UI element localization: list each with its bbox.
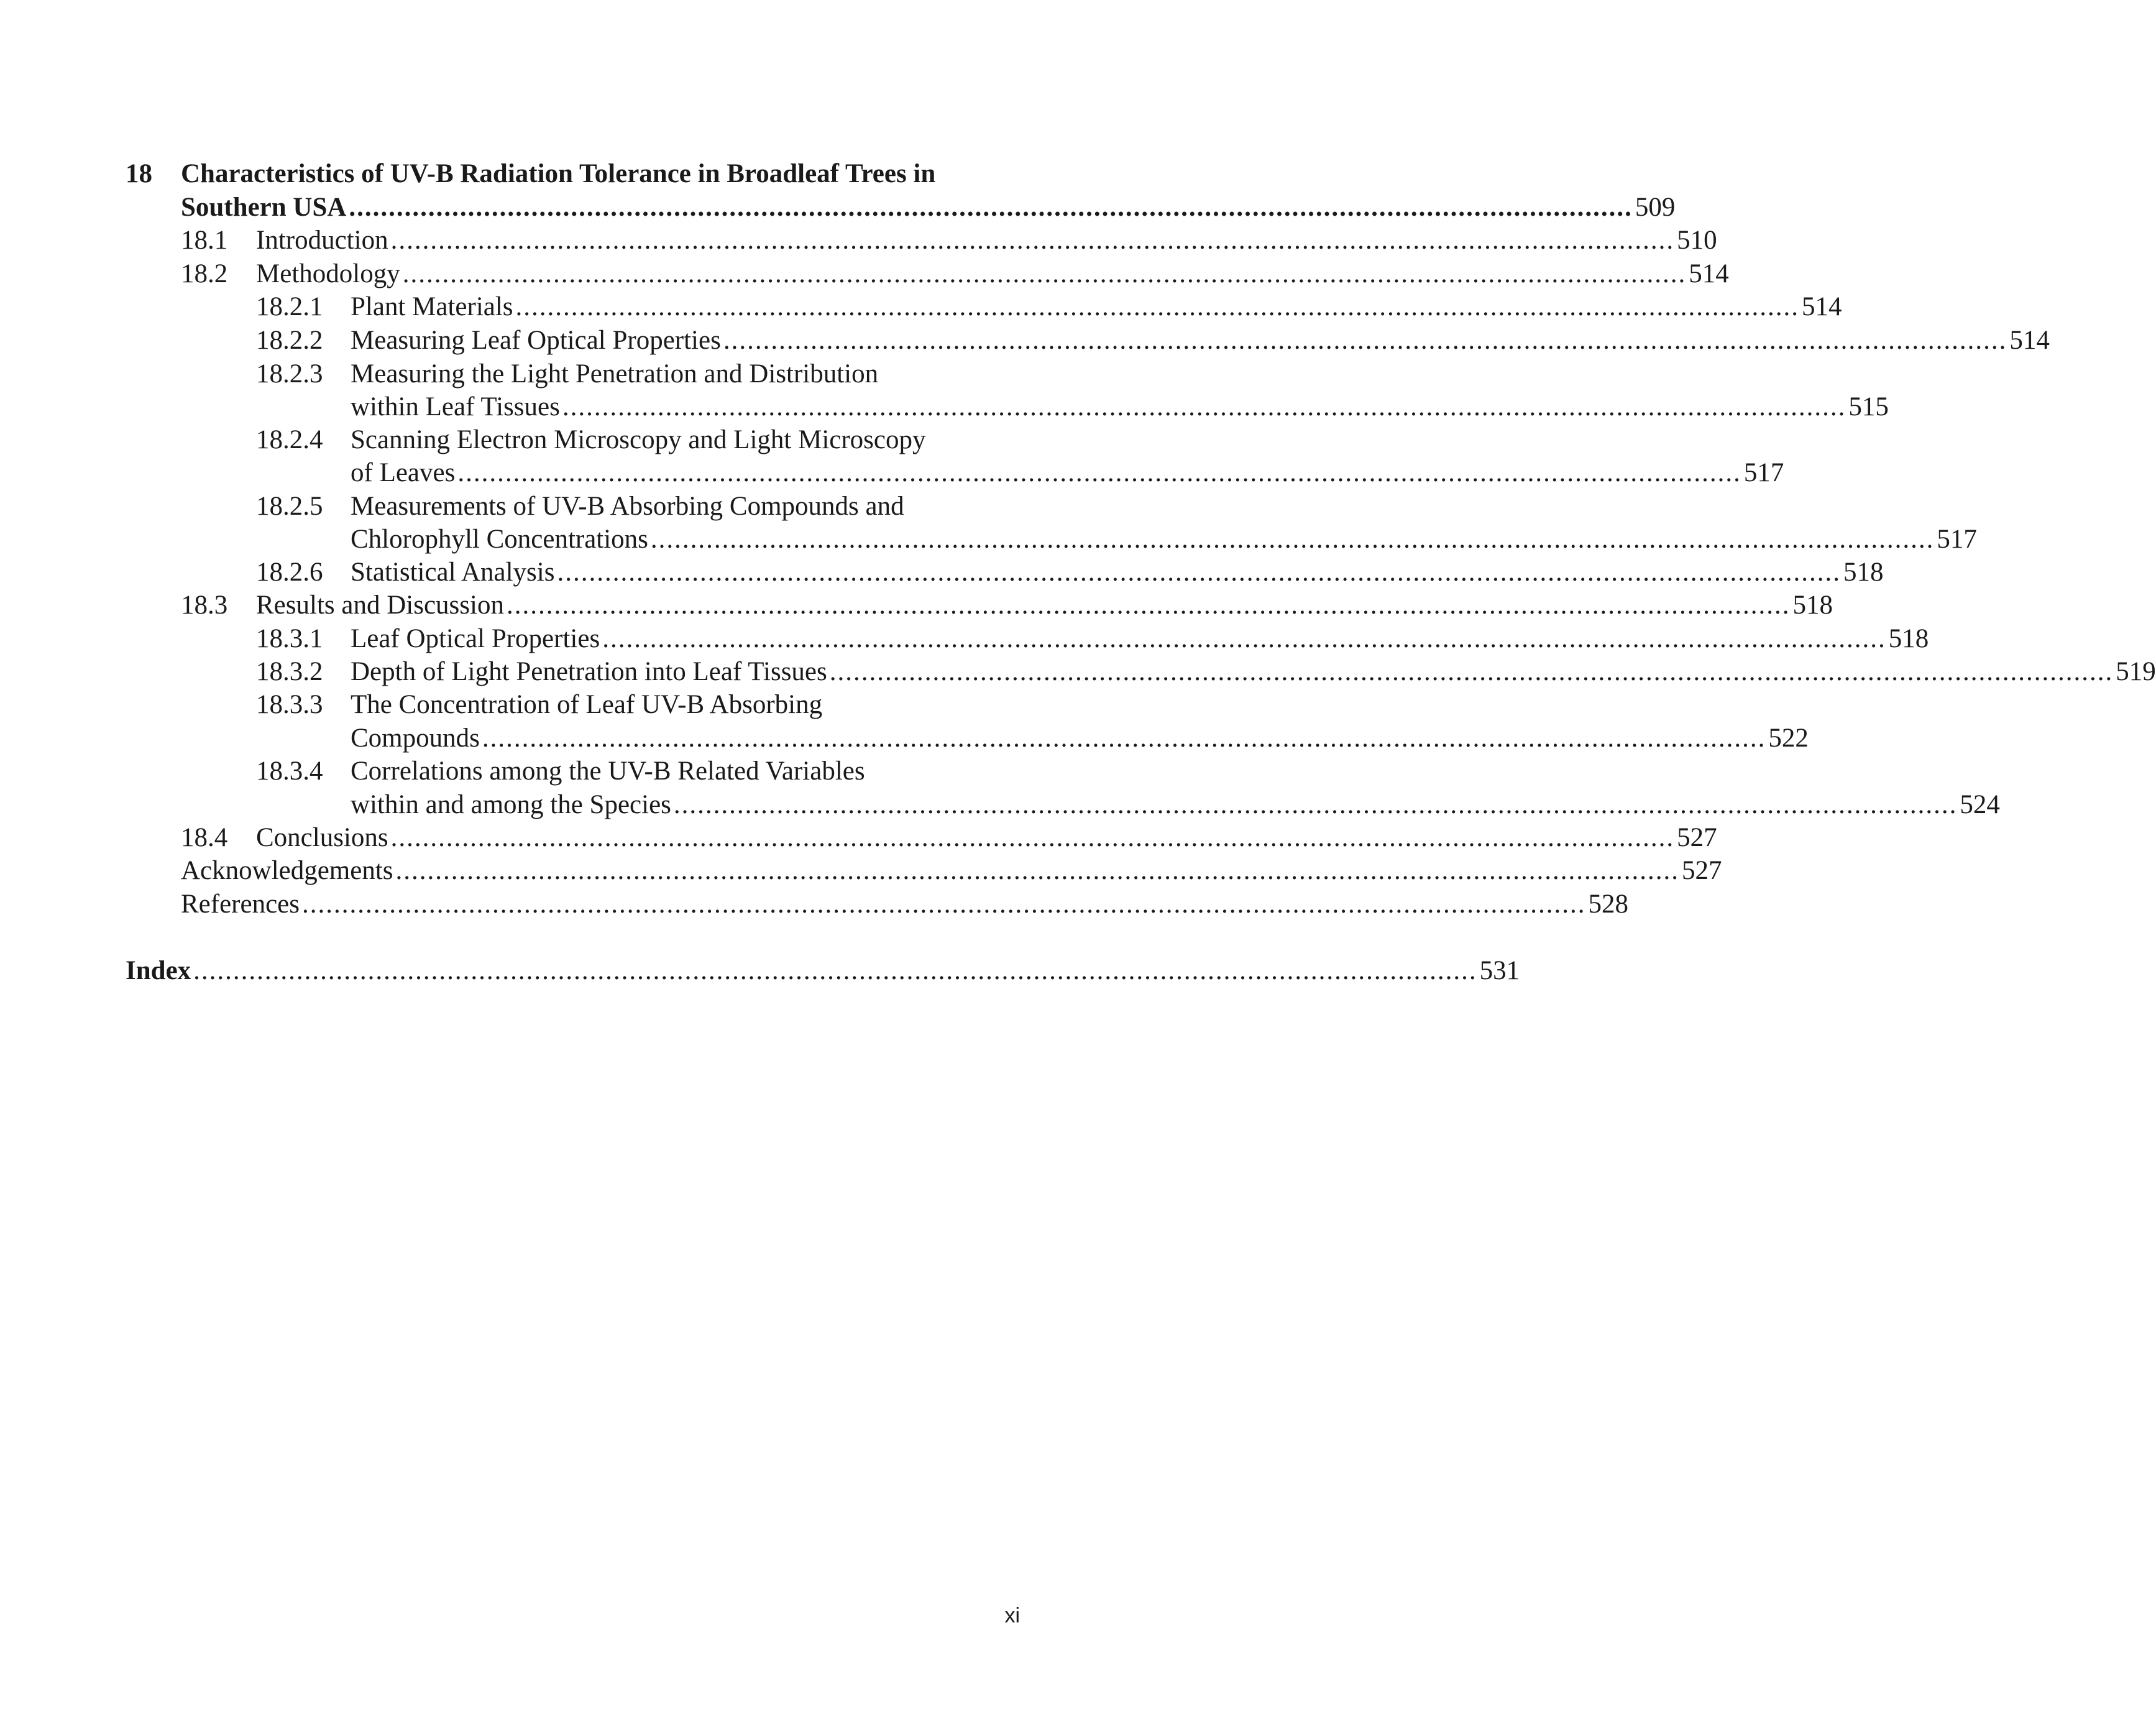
toc-entry[interactable] — [256, 257, 1729, 291]
subsection-title: within Leaf Tissues — [351, 392, 560, 421]
section-number: 18.3 — [181, 591, 228, 620]
page-number: 514 — [2009, 326, 2050, 355]
dot-leader: .................................................................................................................................................................. — [390, 226, 1675, 255]
subsection-number: 18.2.4 — [256, 425, 323, 454]
chapter-title-line2: Southern USA — [181, 193, 347, 222]
toc-entry[interactable] — [351, 556, 1884, 589]
subsection-number: 18.3.3 — [256, 690, 323, 719]
subsection-number: 18.2.1 — [256, 292, 323, 321]
subsection-title: Compounds — [351, 724, 480, 753]
subsection-title-line1: Scanning Electron Microscopy and Light Microscopy — [351, 425, 926, 454]
subsection-title-line1: Measuring the Light Penetration and Distribution — [351, 359, 879, 389]
subsection-number: 18.3.1 — [256, 624, 323, 653]
subsection-number: 18.3.4 — [256, 757, 323, 786]
dot-leader: .................................................................................................................................................................. — [482, 724, 1766, 753]
subsection-title-line1: Correlations among the UV-B Related Variables — [351, 757, 865, 786]
toc-entry-references[interactable] — [181, 888, 1628, 921]
subsection-title-line1: The Concentration of Leaf UV-B Absorbing — [351, 690, 823, 719]
toc-entry[interactable] — [351, 722, 1809, 755]
section-title: Results and Discussion — [256, 591, 504, 620]
page-number: 509 — [1635, 193, 1676, 222]
subsection-title: within and among the Species — [351, 790, 671, 819]
toc-entry[interactable] — [256, 224, 1717, 257]
chapter-number: 18 — [126, 159, 152, 188]
page-number: 522 — [1768, 724, 1809, 753]
subsection-number: 18.2.2 — [256, 326, 323, 355]
dot-leader: .................................................................................................................................................................. — [193, 956, 1477, 985]
page-number: 524 — [1960, 790, 2000, 819]
toc-entry-acknowledgements[interactable] — [181, 854, 1722, 888]
page-number: 517 — [1937, 525, 1977, 554]
subsection-number: 18.2.6 — [256, 558, 323, 587]
dot-leader: .................................................................................................................................................................. — [650, 525, 1935, 554]
page-number: 531 — [1479, 956, 1520, 985]
section-number: 18.2 — [181, 259, 228, 288]
page-number: 510 — [1677, 226, 1717, 255]
section-title: Introduction — [256, 226, 388, 255]
page-number: 518 — [1888, 624, 1929, 653]
dot-leader: .................................................................................................................................................................. — [301, 890, 1586, 919]
chapter-entry[interactable] — [181, 191, 1676, 224]
page-number: 518 — [1792, 591, 1833, 620]
page-number: 518 — [1843, 558, 1884, 587]
entry-title: Index — [126, 956, 191, 985]
subsection-title: Statistical Analysis — [351, 558, 555, 587]
page-number: 528 — [1588, 890, 1628, 919]
toc-entry-index[interactable] — [126, 954, 1520, 988]
toc-entry[interactable] — [351, 324, 2050, 357]
subsection-title: Plant Materials — [351, 292, 513, 321]
toc-entry[interactable] — [256, 821, 1717, 855]
toc-entry[interactable] — [351, 788, 2000, 822]
toc-entry[interactable] — [351, 523, 1977, 556]
section-number: 18.4 — [181, 823, 228, 852]
page-number: 514 — [1802, 292, 1842, 321]
section-title: Methodology — [256, 259, 400, 288]
dot-leader: .................................................................................................................................................................. — [390, 823, 1675, 852]
subsection-title: Measuring Leaf Optical Properties — [351, 326, 721, 355]
dot-leader: .................................................................................................................................................................. — [402, 259, 1687, 288]
page-number: 527 — [1677, 823, 1717, 852]
toc-entry[interactable] — [256, 589, 1833, 622]
dot-leader: .................................................................................................................................................................. — [457, 458, 1741, 487]
toc-entry[interactable] — [351, 622, 1929, 656]
subsection-title: Depth of Light Penetration into Leaf Tissues — [351, 657, 827, 686]
subsection-title: Chlorophyll Concentrations — [351, 525, 648, 554]
dot-leader: .................................................................................................................................................................. — [562, 392, 1846, 421]
page-number: 515 — [1848, 392, 1889, 421]
subsection-title-line1: Measurements of UV-B Absorbing Compounds and — [351, 492, 904, 521]
section-number: 18.1 — [181, 226, 228, 255]
dot-leader: .................................................................................................................................................................. — [557, 558, 1841, 587]
toc-entry[interactable] — [351, 290, 1842, 324]
page-number: 514 — [1689, 259, 1729, 288]
page-number: 517 — [1743, 458, 1784, 487]
dot-leader: .................................................................................................................................................................. — [349, 193, 1633, 222]
toc-entry[interactable] — [351, 456, 1784, 490]
dot-leader: .................................................................................................................................................................. — [723, 326, 2007, 355]
dot-leader: .................................................................................................................................................................. — [515, 292, 1800, 321]
subsection-number: 18.2.3 — [256, 359, 323, 389]
section-title: Conclusions — [256, 823, 388, 852]
dot-leader: .................................................................................................................................................................. — [673, 790, 1958, 819]
toc-entry[interactable] — [351, 390, 1889, 424]
dot-leader: .................................................................................................................................................................. — [395, 856, 1680, 885]
subsection-title: of Leaves — [351, 458, 456, 487]
page-number: 527 — [1682, 856, 1722, 885]
page-number: 519 — [2116, 657, 2156, 686]
subsection-number: 18.3.2 — [256, 657, 323, 686]
subsection-number: 18.2.5 — [256, 492, 323, 521]
dot-leader: .................................................................................................................................................................. — [602, 624, 1886, 653]
entry-title: Acknowledgements — [181, 856, 393, 885]
page-folio: xi — [1004, 1604, 1020, 1627]
entry-title: References — [181, 890, 300, 919]
dot-leader: .................................................................................................................................................................. — [506, 591, 1791, 620]
toc-entry[interactable] — [351, 655, 2156, 689]
dot-leader: .................................................................................................................................................................. — [829, 657, 2114, 686]
subsection-title: Leaf Optical Properties — [351, 624, 600, 653]
chapter-title-line1: Characteristics of UV-B Radiation Tolerance in Broadleaf Trees in — [181, 159, 936, 188]
